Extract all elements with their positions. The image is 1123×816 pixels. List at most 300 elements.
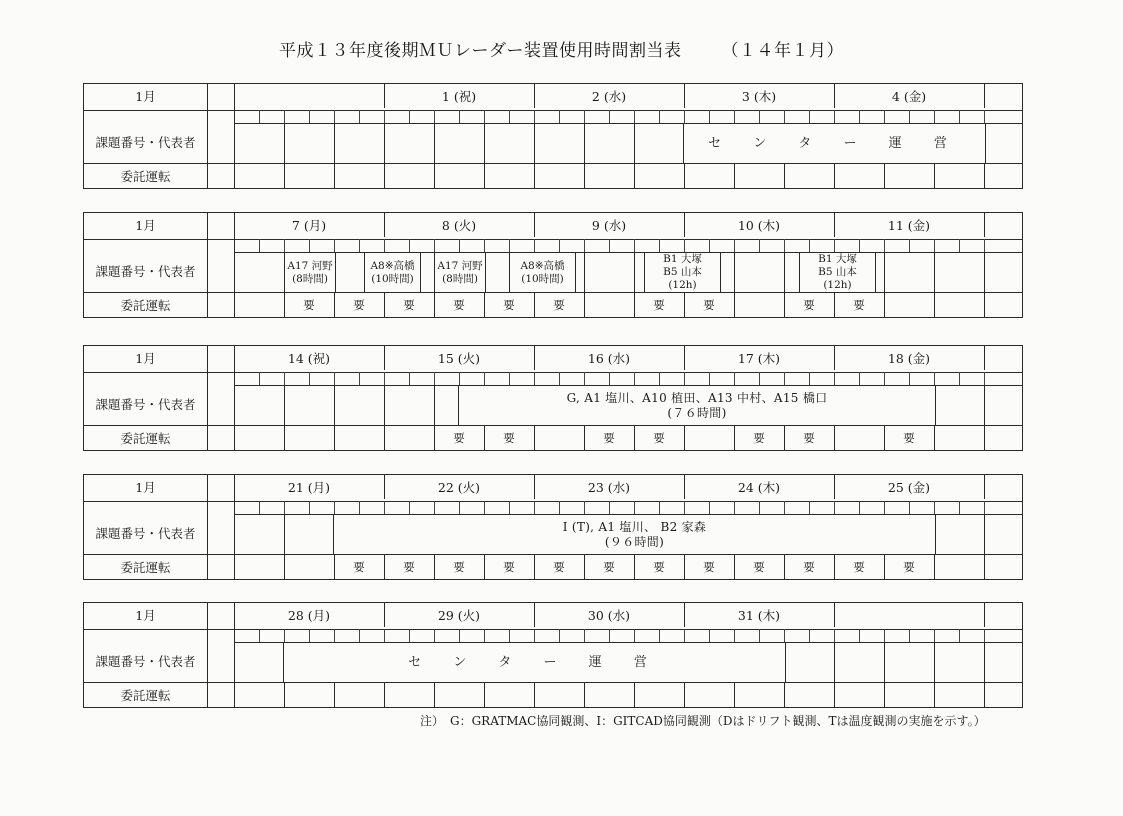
contract-mark: 要 (853, 298, 865, 312)
time-tick (609, 239, 610, 252)
slot-divider (284, 514, 285, 579)
time-tick (259, 372, 260, 385)
contract-mark: 要 (353, 560, 365, 574)
time-tick (709, 372, 710, 385)
label-divider (207, 213, 208, 317)
time-tick (884, 629, 885, 642)
time-tick (934, 372, 935, 385)
slot-divider (834, 642, 835, 707)
time-tick (909, 239, 910, 252)
time-tick (959, 110, 960, 123)
time-tick (334, 501, 335, 514)
time-tick (484, 372, 485, 385)
time-tick (709, 629, 710, 642)
time-tick (909, 372, 910, 385)
day-header: 24 (木) (737, 480, 781, 495)
day-header: 31 (木) (737, 608, 781, 623)
day-header: 11 (金) (887, 218, 931, 233)
day-header: 23 (水) (587, 480, 631, 495)
day-header: 29 (火) (437, 608, 481, 623)
slot-divider (984, 252, 985, 317)
allocation-text: セ ン タ ー 運 営 (408, 655, 661, 670)
time-tick (934, 239, 935, 252)
label-divider (207, 84, 208, 188)
contract-mark: 要 (503, 560, 515, 574)
allocation-text: セ ン タ ー 運 営 (708, 136, 961, 151)
time-tick (509, 239, 510, 252)
day-header: 10 (木) (737, 218, 781, 233)
row-label-contract: 委託運転 (120, 560, 171, 575)
time-tick (809, 239, 810, 252)
slot-divider (984, 514, 985, 579)
contract-mark: 要 (603, 431, 615, 445)
allocation-text: A17 河野 (287, 259, 333, 272)
time-tick (459, 110, 460, 123)
time-tick (759, 372, 760, 385)
time-tick (459, 629, 460, 642)
time-tick (284, 501, 285, 514)
day-divider (984, 603, 985, 627)
row-label-project: 課題番号・代表者 (95, 264, 196, 279)
row-label-contract: 委託運転 (120, 169, 171, 184)
time-tick (409, 239, 410, 252)
row-label-month: 1月 (135, 480, 156, 495)
day-header: 4 (金) (891, 89, 927, 104)
day-header: 30 (水) (587, 608, 631, 623)
contract-mark: 要 (503, 298, 515, 312)
time-tick (534, 110, 535, 123)
time-tick (859, 629, 860, 642)
footnote: 注） G：GRATMAC協同観測、I：GITCAD協同観測（Dはドリフト観測、Tは温度観測の実施を示す。） (420, 714, 986, 728)
contract-mark: 要 (353, 298, 365, 312)
time-tick (584, 629, 585, 642)
time-tick (309, 629, 310, 642)
slot-divider (934, 642, 935, 707)
week-table-3 (83, 345, 1023, 451)
day-divider (984, 213, 985, 237)
contract-mark: 要 (653, 431, 665, 445)
time-tick (309, 372, 310, 385)
time-tick (359, 372, 360, 385)
time-tick (659, 372, 660, 385)
time-tick (909, 501, 910, 514)
day-header: 18 (金) (887, 351, 931, 366)
allocation-text: (10時間) (371, 272, 414, 285)
time-tick (884, 239, 885, 252)
day-header: 9 (水) (591, 218, 627, 233)
allocation-text: B1 大塚 (818, 253, 857, 265)
contract-mark: 要 (703, 298, 715, 312)
time-tick (634, 501, 635, 514)
day-header: 22 (火) (437, 480, 481, 495)
slot-divider (334, 385, 335, 450)
slot-divider (934, 252, 935, 317)
allocation-text: (９６時間) (604, 534, 665, 549)
time-tick (609, 372, 610, 385)
time-tick (559, 239, 560, 252)
allocation-text: A8※高橋 (520, 259, 565, 272)
time-tick (859, 239, 860, 252)
day-header (234, 84, 384, 110)
time-tick (309, 110, 310, 123)
week-table-5 (83, 602, 1023, 708)
time-tick (834, 110, 835, 123)
week-table-2 (83, 212, 1023, 318)
row-label-month: 1月 (135, 218, 156, 233)
day-header: 28 (月) (287, 608, 331, 623)
time-tick (934, 629, 935, 642)
time-tick (909, 629, 910, 642)
time-tick (759, 239, 760, 252)
row-label-month: 1月 (135, 89, 156, 104)
time-tick (534, 501, 535, 514)
time-tick (684, 629, 685, 642)
allocation-text: B5 山本 (663, 266, 702, 278)
contract-mark: 要 (403, 560, 415, 574)
time-tick (709, 239, 710, 252)
time-tick (659, 629, 660, 642)
time-tick (759, 501, 760, 514)
time-tick (709, 501, 710, 514)
time-tick (334, 110, 335, 123)
time-tick (734, 372, 735, 385)
row-label-project: 課題番号・代表者 (95, 135, 196, 150)
time-tick (659, 110, 660, 123)
slot-divider (284, 123, 285, 188)
time-tick (809, 372, 810, 385)
time-tick (384, 372, 385, 385)
contract-mark: 要 (553, 560, 565, 574)
time-tick (359, 629, 360, 642)
allocation-text: A8※高橋 (370, 259, 415, 272)
contract-mark: 要 (853, 560, 865, 574)
time-tick (559, 110, 560, 123)
row-divider (84, 682, 1022, 683)
row-divider (84, 501, 1022, 502)
allocation-cell (799, 253, 876, 292)
time-tick (434, 239, 435, 252)
title-main: 平成１３年度後期ＭＵレーダー装置使用時間割当表 (279, 41, 682, 61)
allocation-cell (283, 643, 786, 682)
time-tick (909, 110, 910, 123)
page-title (0, 36, 1123, 61)
allocation-text: B1 大塚 (663, 253, 702, 265)
time-tick (959, 629, 960, 642)
time-tick (434, 372, 435, 385)
week-table-1 (83, 83, 1023, 189)
slot-divider (984, 385, 985, 450)
time-tick (459, 239, 460, 252)
time-tick (509, 372, 510, 385)
time-tick (409, 372, 410, 385)
time-tick (259, 501, 260, 514)
time-tick (809, 629, 810, 642)
time-tick (609, 110, 610, 123)
contract-mark: 要 (753, 431, 765, 445)
time-tick (734, 629, 735, 642)
time-tick (434, 110, 435, 123)
row-label-month: 1月 (135, 608, 156, 623)
slot-divider (734, 252, 735, 317)
time-tick (784, 372, 785, 385)
time-tick (484, 239, 485, 252)
contract-mark: 要 (453, 560, 465, 574)
time-tick (759, 110, 760, 123)
allocation-text: (12h) (668, 279, 697, 291)
allocation-cell (364, 253, 421, 292)
allocation-cell (509, 253, 576, 292)
time-tick (409, 501, 410, 514)
time-tick (384, 501, 385, 514)
time-tick (784, 629, 785, 642)
contract-mark: 要 (403, 298, 415, 312)
time-tick (634, 110, 635, 123)
time-tick (684, 501, 685, 514)
allocation-cell (644, 253, 721, 292)
day-divider (984, 346, 985, 370)
time-tick (634, 239, 635, 252)
time-tick (359, 110, 360, 123)
title-month: （１４年１月） (721, 41, 844, 61)
row-label-project: 課題番号・代表者 (95, 397, 196, 412)
slot-divider (634, 123, 635, 188)
allocation-text: G, A1 塩川、A10 植田、A13 中村、A15 橋口 (566, 390, 828, 405)
time-tick (559, 501, 560, 514)
time-tick (984, 239, 985, 252)
row-label-project: 課題番号・代表者 (95, 526, 196, 541)
time-tick (509, 501, 510, 514)
time-tick (834, 629, 835, 642)
slot-divider (984, 642, 985, 707)
row-label-month: 1月 (135, 351, 156, 366)
time-tick (334, 372, 335, 385)
day-header: 7 (月) (291, 218, 327, 233)
slot-divider (884, 642, 885, 707)
allocation-text: (７６時間) (667, 405, 727, 420)
time-tick (709, 110, 710, 123)
slot-divider (434, 123, 435, 188)
contract-mark: 要 (903, 431, 915, 445)
time-tick (834, 239, 835, 252)
time-tick (309, 239, 310, 252)
allocation-text: (8時間) (292, 272, 328, 285)
time-tick (984, 629, 985, 642)
slot-divider (884, 252, 885, 317)
contract-mark: 要 (753, 560, 765, 574)
time-tick (934, 110, 935, 123)
time-tick (984, 110, 985, 123)
time-tick (409, 629, 410, 642)
slot-divider (484, 123, 485, 188)
time-tick (784, 501, 785, 514)
row-divider (84, 629, 1022, 630)
time-tick (259, 110, 260, 123)
slot-divider (584, 123, 585, 188)
time-tick (934, 501, 935, 514)
allocation-text: (12h) (823, 279, 852, 291)
contract-mark: 要 (653, 298, 665, 312)
time-tick (984, 372, 985, 385)
time-tick (359, 239, 360, 252)
day-header: 15 (火) (437, 351, 481, 366)
allocation-cell (434, 253, 486, 292)
time-tick (584, 110, 585, 123)
time-tick (459, 372, 460, 385)
time-tick (959, 239, 960, 252)
day-header: 8 (火) (441, 218, 477, 233)
time-tick (334, 239, 335, 252)
contract-mark: 要 (653, 560, 665, 574)
time-tick (659, 501, 660, 514)
time-tick (634, 372, 635, 385)
time-tick (684, 372, 685, 385)
time-tick (884, 110, 885, 123)
row-divider (84, 425, 1022, 426)
time-tick (559, 629, 560, 642)
row-label-contract: 委託運転 (120, 431, 171, 446)
time-tick (534, 372, 535, 385)
label-divider (207, 603, 208, 707)
allocation-text: A17 河野 (437, 259, 483, 272)
time-tick (584, 501, 585, 514)
contract-mark: 要 (503, 431, 515, 445)
week-table-4 (83, 474, 1023, 580)
allocation-text: (8時間) (442, 272, 478, 285)
time-tick (584, 239, 585, 252)
time-tick (809, 110, 810, 123)
time-tick (759, 629, 760, 642)
time-tick (284, 110, 285, 123)
allocation-cell (284, 253, 336, 292)
time-tick (859, 372, 860, 385)
day-header: 1 (祝) (441, 89, 477, 104)
day-header: 25 (金) (887, 480, 931, 495)
time-tick (534, 629, 535, 642)
day-header: 16 (水) (587, 351, 631, 366)
time-tick (584, 372, 585, 385)
time-tick (859, 110, 860, 123)
time-tick (834, 372, 835, 385)
row-divider (84, 372, 1022, 373)
time-tick (459, 501, 460, 514)
time-tick (509, 110, 510, 123)
row-divider (84, 110, 1022, 111)
time-tick (259, 239, 260, 252)
allocation-text: (10時間) (521, 272, 564, 285)
time-tick (334, 629, 335, 642)
slot-divider (284, 385, 285, 450)
time-tick (884, 501, 885, 514)
time-tick (559, 372, 560, 385)
time-tick (284, 239, 285, 252)
time-tick (859, 501, 860, 514)
time-tick (509, 629, 510, 642)
row-label-project: 課題番号・代表者 (95, 654, 196, 669)
time-tick (284, 372, 285, 385)
time-tick (534, 239, 535, 252)
time-tick (409, 110, 410, 123)
time-tick (384, 110, 385, 123)
time-tick (634, 629, 635, 642)
time-tick (984, 501, 985, 514)
row-divider (84, 163, 1022, 164)
row-label-contract: 委託運転 (120, 688, 171, 703)
slot-divider (384, 123, 385, 188)
contract-mark: 要 (453, 431, 465, 445)
contract-mark: 要 (803, 560, 815, 574)
slot-divider (384, 385, 385, 450)
day-header: 3 (木) (741, 89, 777, 104)
time-tick (384, 239, 385, 252)
contract-mark: 要 (453, 298, 465, 312)
slot-divider (584, 252, 585, 317)
time-tick (609, 629, 610, 642)
day-divider (984, 84, 985, 108)
contract-mark: 要 (803, 298, 815, 312)
time-tick (434, 501, 435, 514)
time-tick (684, 239, 685, 252)
slot-divider (334, 123, 335, 188)
slot-divider (534, 123, 535, 188)
time-tick (734, 110, 735, 123)
time-tick (959, 501, 960, 514)
time-tick (484, 501, 485, 514)
row-label-contract: 委託運転 (120, 298, 171, 313)
time-tick (784, 239, 785, 252)
time-tick (834, 501, 835, 514)
time-tick (809, 501, 810, 514)
time-tick (259, 629, 260, 642)
time-tick (484, 629, 485, 642)
time-tick (959, 372, 960, 385)
time-tick (734, 239, 735, 252)
time-tick (784, 110, 785, 123)
allocation-cell (458, 386, 936, 425)
time-tick (359, 501, 360, 514)
row-divider (84, 239, 1022, 240)
day-divider (984, 475, 985, 499)
day-header: 21 (月) (287, 480, 331, 495)
time-tick (309, 501, 310, 514)
label-divider (207, 475, 208, 579)
allocation-text: I (T), A1 塩川、 B2 家森 (562, 519, 707, 534)
contract-mark: 要 (903, 560, 915, 574)
time-tick (434, 629, 435, 642)
allocation-text: B5 山本 (818, 266, 857, 278)
allocation-cell (333, 515, 936, 554)
time-tick (734, 501, 735, 514)
time-tick (484, 110, 485, 123)
label-divider (207, 346, 208, 450)
day-header: 2 (水) (591, 89, 627, 104)
row-divider (234, 252, 1022, 253)
time-tick (609, 501, 610, 514)
allocation-cell (683, 124, 986, 163)
contract-mark: 要 (303, 298, 315, 312)
contract-mark: 要 (603, 560, 615, 574)
contract-mark: 要 (703, 560, 715, 574)
time-tick (684, 110, 685, 123)
time-tick (284, 629, 285, 642)
day-header: 14 (祝) (287, 351, 331, 366)
time-tick (659, 239, 660, 252)
contract-mark: 要 (553, 298, 565, 312)
day-header: 17 (木) (737, 351, 781, 366)
contract-mark: 要 (803, 431, 815, 445)
time-tick (884, 372, 885, 385)
time-tick (384, 629, 385, 642)
day-header (834, 603, 984, 629)
